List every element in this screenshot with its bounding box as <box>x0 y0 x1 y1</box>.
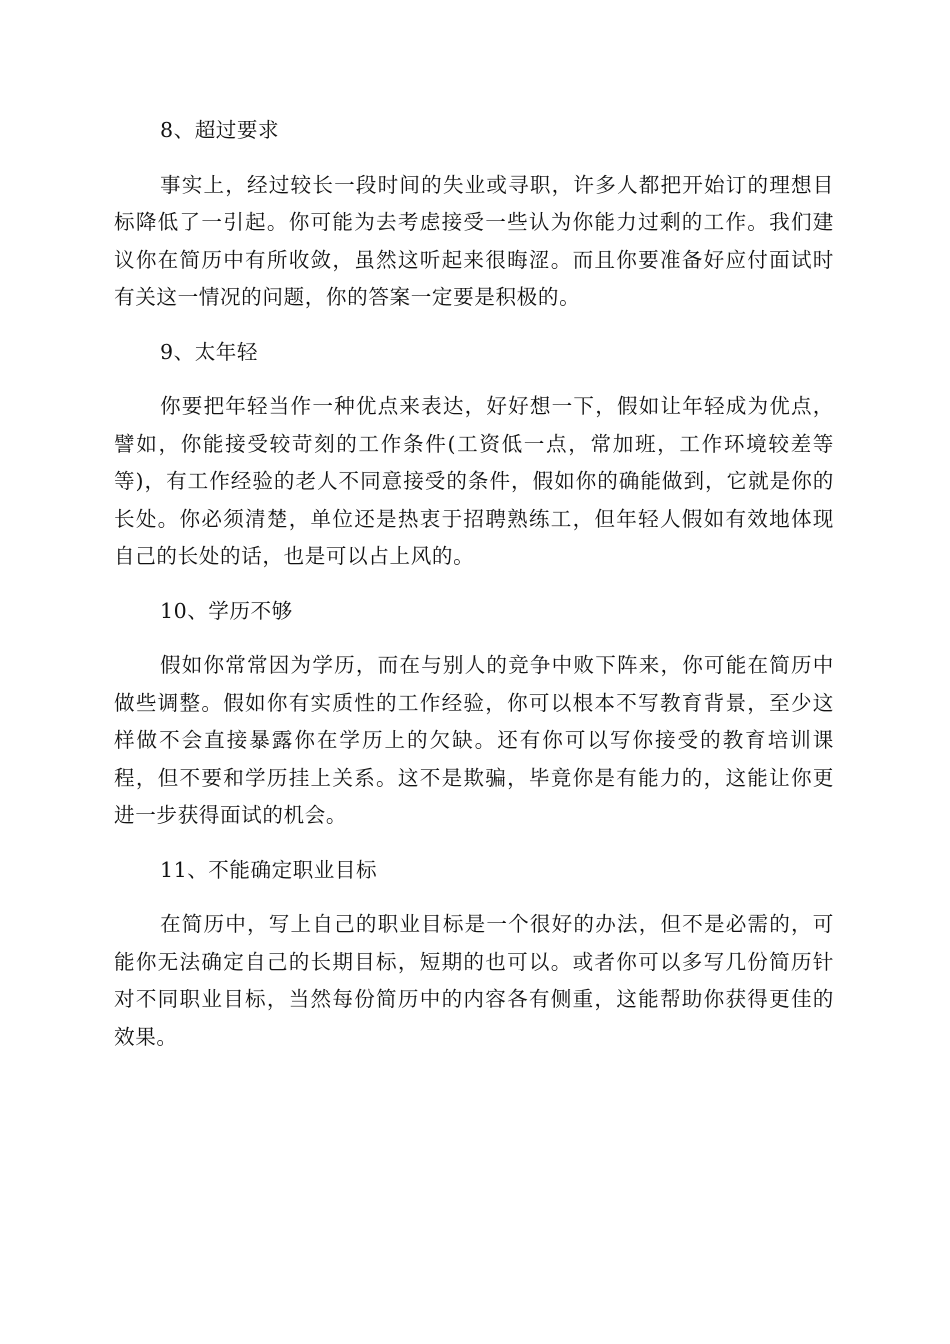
section-heading-10: 10、学历不够 <box>160 598 293 623</box>
section-paragraph-10: 假如你常常因为学历，而在与别人的竞争中败下阵来，你可能在简历中做些调整。假如你有实质性的工作经验，你可以根本不写教育背景，至少这样做不会直接暴露你在学历上的欠缺。还有你可以写你接受的教育培训课程，但不要和学历挂上关系。这不是欺骗，毕竟你是有能力的，这能让你更进一步获得面试的机会。 <box>114 653 834 827</box>
section-heading-8: 8、超过要求 <box>160 118 280 142</box>
section-paragraph-9: 你要把年轻当作一种优点来表达，好好想一下，假如让年轻成为优点，譬如，你能接受较苛刻的工作条件(工资低一点，常加班，工作环境较差等等)，有工作经验的老人不同意接受的条件，假如你的确能做到，它就是你的长处。你必须清楚，单位还是热衷于招聘熟练工，但年轻人假如有效地体现自己的长处的话，也是可以占上风的。 <box>114 394 834 568</box>
section-paragraph-11: 在简历中，写上自己的职业目标是一个很好的办法，但不是必需的，可能你无法确定自己的长期目标，短期的也可以。或者你可以多写几份简历针对不同职业目标，当然每份简历中的内容各有侧重，这能帮助你获得更佳的效果。 <box>114 912 834 1049</box>
document-body <box>114 112 834 1073</box>
section-paragraph-8: 事实上，经过较长一段时间的失业或寻职，许多人都把开始订的理想目标降低了一引起。你可能为去考虑接受一些认为你能力过剩的工作。我们建议你在简历中有所收敛，虽然这听起来很晦涩。而且你要准备好应付面试时有关这一情况的问题，你的答案一定要是积极的。 <box>114 172 834 309</box>
section-heading-11: 11、不能确定职业目标 <box>160 857 378 882</box>
section-heading-9: 9、太年轻 <box>160 339 258 364</box>
